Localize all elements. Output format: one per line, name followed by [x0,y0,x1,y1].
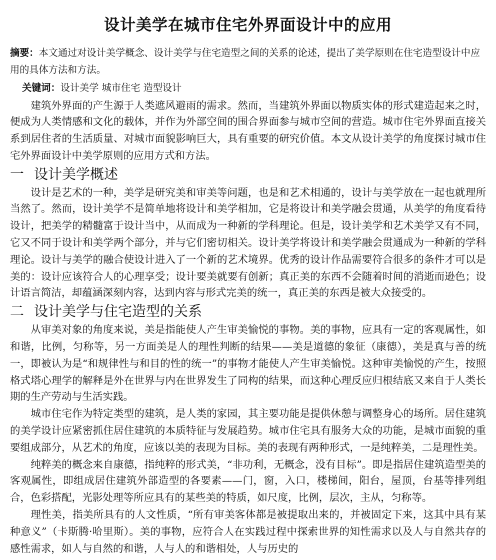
section2-paragraph-3: 纯粹美的概念来自康德，指纯粹的形式美，“非功利，无概念，没有目标”。即是指居住建筑造型美的客观属性，即组成居住建筑外部造型的各要素——门，窗，入口，楼梯间，阳台，屋顶，台基等排列组合，色彩搭配，光影处理等所应具有的某些美的特质，如尺度，比例，层次，主从，匀称等。 [10,458,486,505]
keywords-label: 关键词： [22,83,61,94]
section-title-1: 设计美学概述 [34,166,118,183]
section-heading-2 [10,303,486,321]
abstract [10,46,486,79]
section2-paragraph-2: 城市住宅作为特定类型的建筑，是人类的家园，其主要功能是提供休憩与调整身心的场所。居住建筑的美学设计应紧密抓住居住建筑的本质特征与发展趋势。城市住宅具有服务大众的功能，是城市面貌的重要组成部分，从艺术的角度，应该以美的表现为目标。美的表现有两种形式，一是纯粹美，二是理性美。 [10,408,486,454]
document-title: 设计美学在城市住宅外界面设计中的应用 [103,16,392,34]
abstract-label: 摘要： [10,48,39,59]
keywords-text: 设计美学 城市住宅 造型设计 [60,83,182,94]
section2-paragraph-4: 理性美，指美所具有的人文性质，“所有审美客体都是被提取出来的，并被固定下来，这其中具有某种意义”（卡斯腾·哈里斯）。美的事物，应符合人在实践过程中探索世界的知性需求以及人与自然共存的感性需求，如人与自然的和谐，人与人的和谐相处，人与历史的 [10,509,486,555]
section2-paragraph-1: 从审美对象的角度来说，美是指能使人产生审美愉悦的事物。美的事物，应具有一定的客观属性，如和谐，比例，匀称等，另一方面美是人的理性判断的结果——美是道德的象征（康德），美是真与善的统一，即被认为是“和规律性与和目的性的统一”的事物才能使人产生审美愉悦。这种审美愉悦的产生，按照格式塔心理学的解释是外在世界与内在世界发生了同构的结果，而这种心理反应归根结底又来自于人类长期的生产劳动与生活实践。 [10,324,486,404]
section-number-2: 二 [10,304,24,321]
section-heading-1 [10,166,486,184]
intro-paragraph: 建筑外界面的产生源于人类遮风避雨的需求。然而，当建筑外界面以物质实体的形式建造起来之时，便成为人类情感和文化的载体，并作为外部空间的围合界面参与城市空间的营造。城市住宅外界面直接关系到居住者的生活质量、对城市面貌影响巨大，具有重要的研究价值。本文从设计美学的角度探讨城市住宅外界面设计中美学原则的应用方式和方法。 [10,99,486,162]
abstract-text: 本文通过对设计美学概念、设计美学与住宅造型之间的关系的论述，提出了美学原则在住宅造型设计中应用的具体方法和方法。 [10,48,481,76]
keywords [22,81,486,98]
section-title-2: 设计美学与住宅造型的关系 [34,304,202,321]
section1-paragraph: 设计是艺术的一种，美学是研究美和审美等问题，也是和艺术相通的，设计与美学放在一起也就理所当然了。然而，设计美学不是简单地将设计和美学相加，它是将设计和美学融会贯通，从美学的角度看待设计，把美学的精髓富于设计当中，从而成为一种新的学科理论。但是，设计美学和艺术美学又有不同，它又不同于设计和美学两个部分，并与它们密切相关。设计美学将设计和美学融会贯通成为一种新的学科理论。设计与美学的融合使设计进入了一个新的艺术境界。优秀的设计作品需要符合很多的条件才可以是美的：设计应该符合人的心理享受；设计要美就要有创新；真正美的东西不会随着时间的消逝而逊色；设计语言简洁，却蕴涵深刻内容，达到内容与形式完美的统一，真正美的东西是被大众接受的。 [10,186,486,300]
section-number-1: 一 [10,166,24,183]
